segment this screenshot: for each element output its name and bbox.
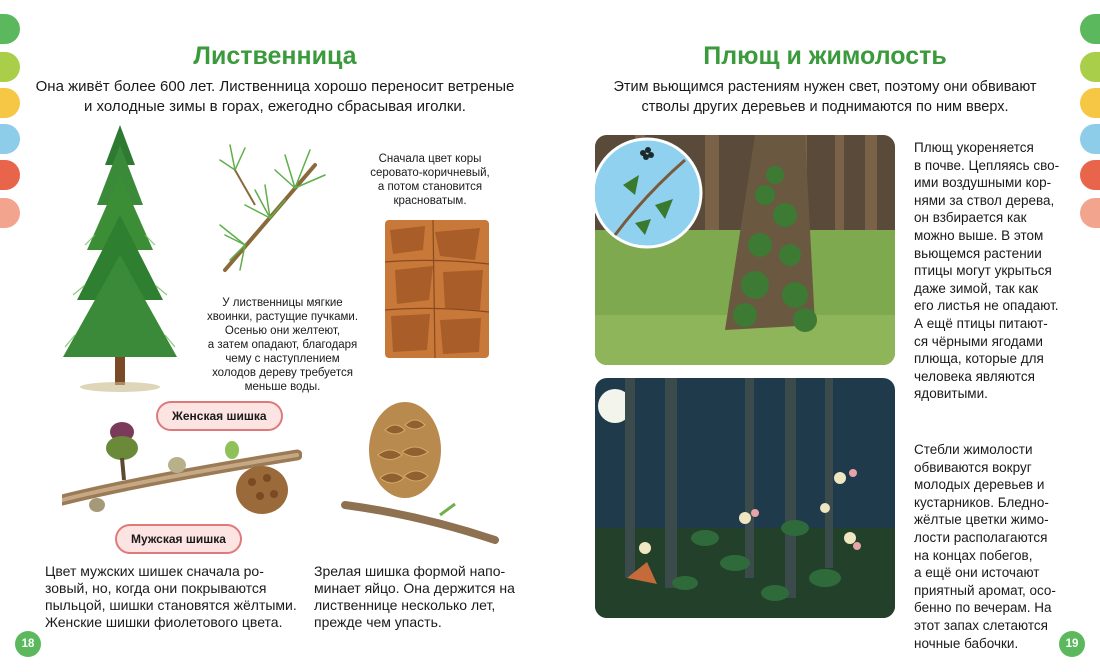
right-page <box>550 0 1100 672</box>
page-number: 19 <box>1059 631 1085 657</box>
intro-text: Она живёт более 600 лет. Лиственница хорошо переносит ветреные и холодные зимы в горах, ежегодно сбрасывая иголки. <box>35 78 515 115</box>
male-cone-label: Мужская шишка <box>115 524 242 554</box>
color-tab <box>1080 88 1100 118</box>
color-tab <box>0 88 20 118</box>
bark-illustration <box>385 220 489 358</box>
color-tab <box>0 14 20 44</box>
ivy-forest-illustration <box>595 135 895 365</box>
cones-text: Цвет мужских шишек сначала ро- зовый, но, когда они покрываются пыльцой, шишки становятся жёлтыми. Женские шишки фиолетового цвета. <box>45 563 297 630</box>
ripe-cone-illustration <box>340 400 500 550</box>
color-tab <box>0 124 20 154</box>
female-cone-label: Женская шишка <box>156 401 283 431</box>
needles-caption: У лиственницы мягкие хвоинки, растущие пучками. Осенью они желтеют, а затем опадают, благодаря чему с наступлением холодов дереву требуется меньше воды. <box>206 297 359 393</box>
page-number: 18 <box>15 631 41 657</box>
honeysuckle-night-illustration <box>595 378 895 618</box>
color-tab <box>0 160 20 190</box>
intro-text: Этим вьющимся растениям нужен свет, поэтому они обвивают стволы других деревьев и поднимаются по ним вверх. <box>613 79 1037 115</box>
color-tab <box>1080 14 1100 44</box>
page-title: Лиственница <box>193 42 357 70</box>
honeysuckle-text: Стебли жимолости обвиваются вокруг молодых деревьев и кустарников. Бледно- жёлтые цветки жимо- лости располагаются на концах побегов, а ещё они источают приятный аромат, осо- бенно по вечерам. На этот запах слетаются ночные бабочки. <box>914 442 1056 651</box>
ivy-text: Плющ укореняется в почве. Цепляясь сво- ими воздушными кор- нями за ствол дерева, он взбирается как можно выше. В этом вьющемся растении птицы могут укрыться даже зимой, так как его листья не опадают. А ещё птицы питают- ся чёрными ягодами плюща, которые для человека являются ядовитыми. <box>914 140 1060 402</box>
page-title: Плющ и жимолость <box>703 42 947 70</box>
needle-branch-illustration <box>215 140 330 280</box>
larch-tree-illustration <box>55 125 185 393</box>
cone-branch-illustration <box>62 420 302 525</box>
bark-caption: Сначала цвет коры серовато-коричневый, а потом становится красноватым. <box>370 153 490 207</box>
color-tab <box>0 198 20 228</box>
ripe-cone-text: Зрелая шишка формой напо- минает яйцо. Она держится на лиственнице несколько лет, прежде чем упасть. <box>314 563 515 630</box>
